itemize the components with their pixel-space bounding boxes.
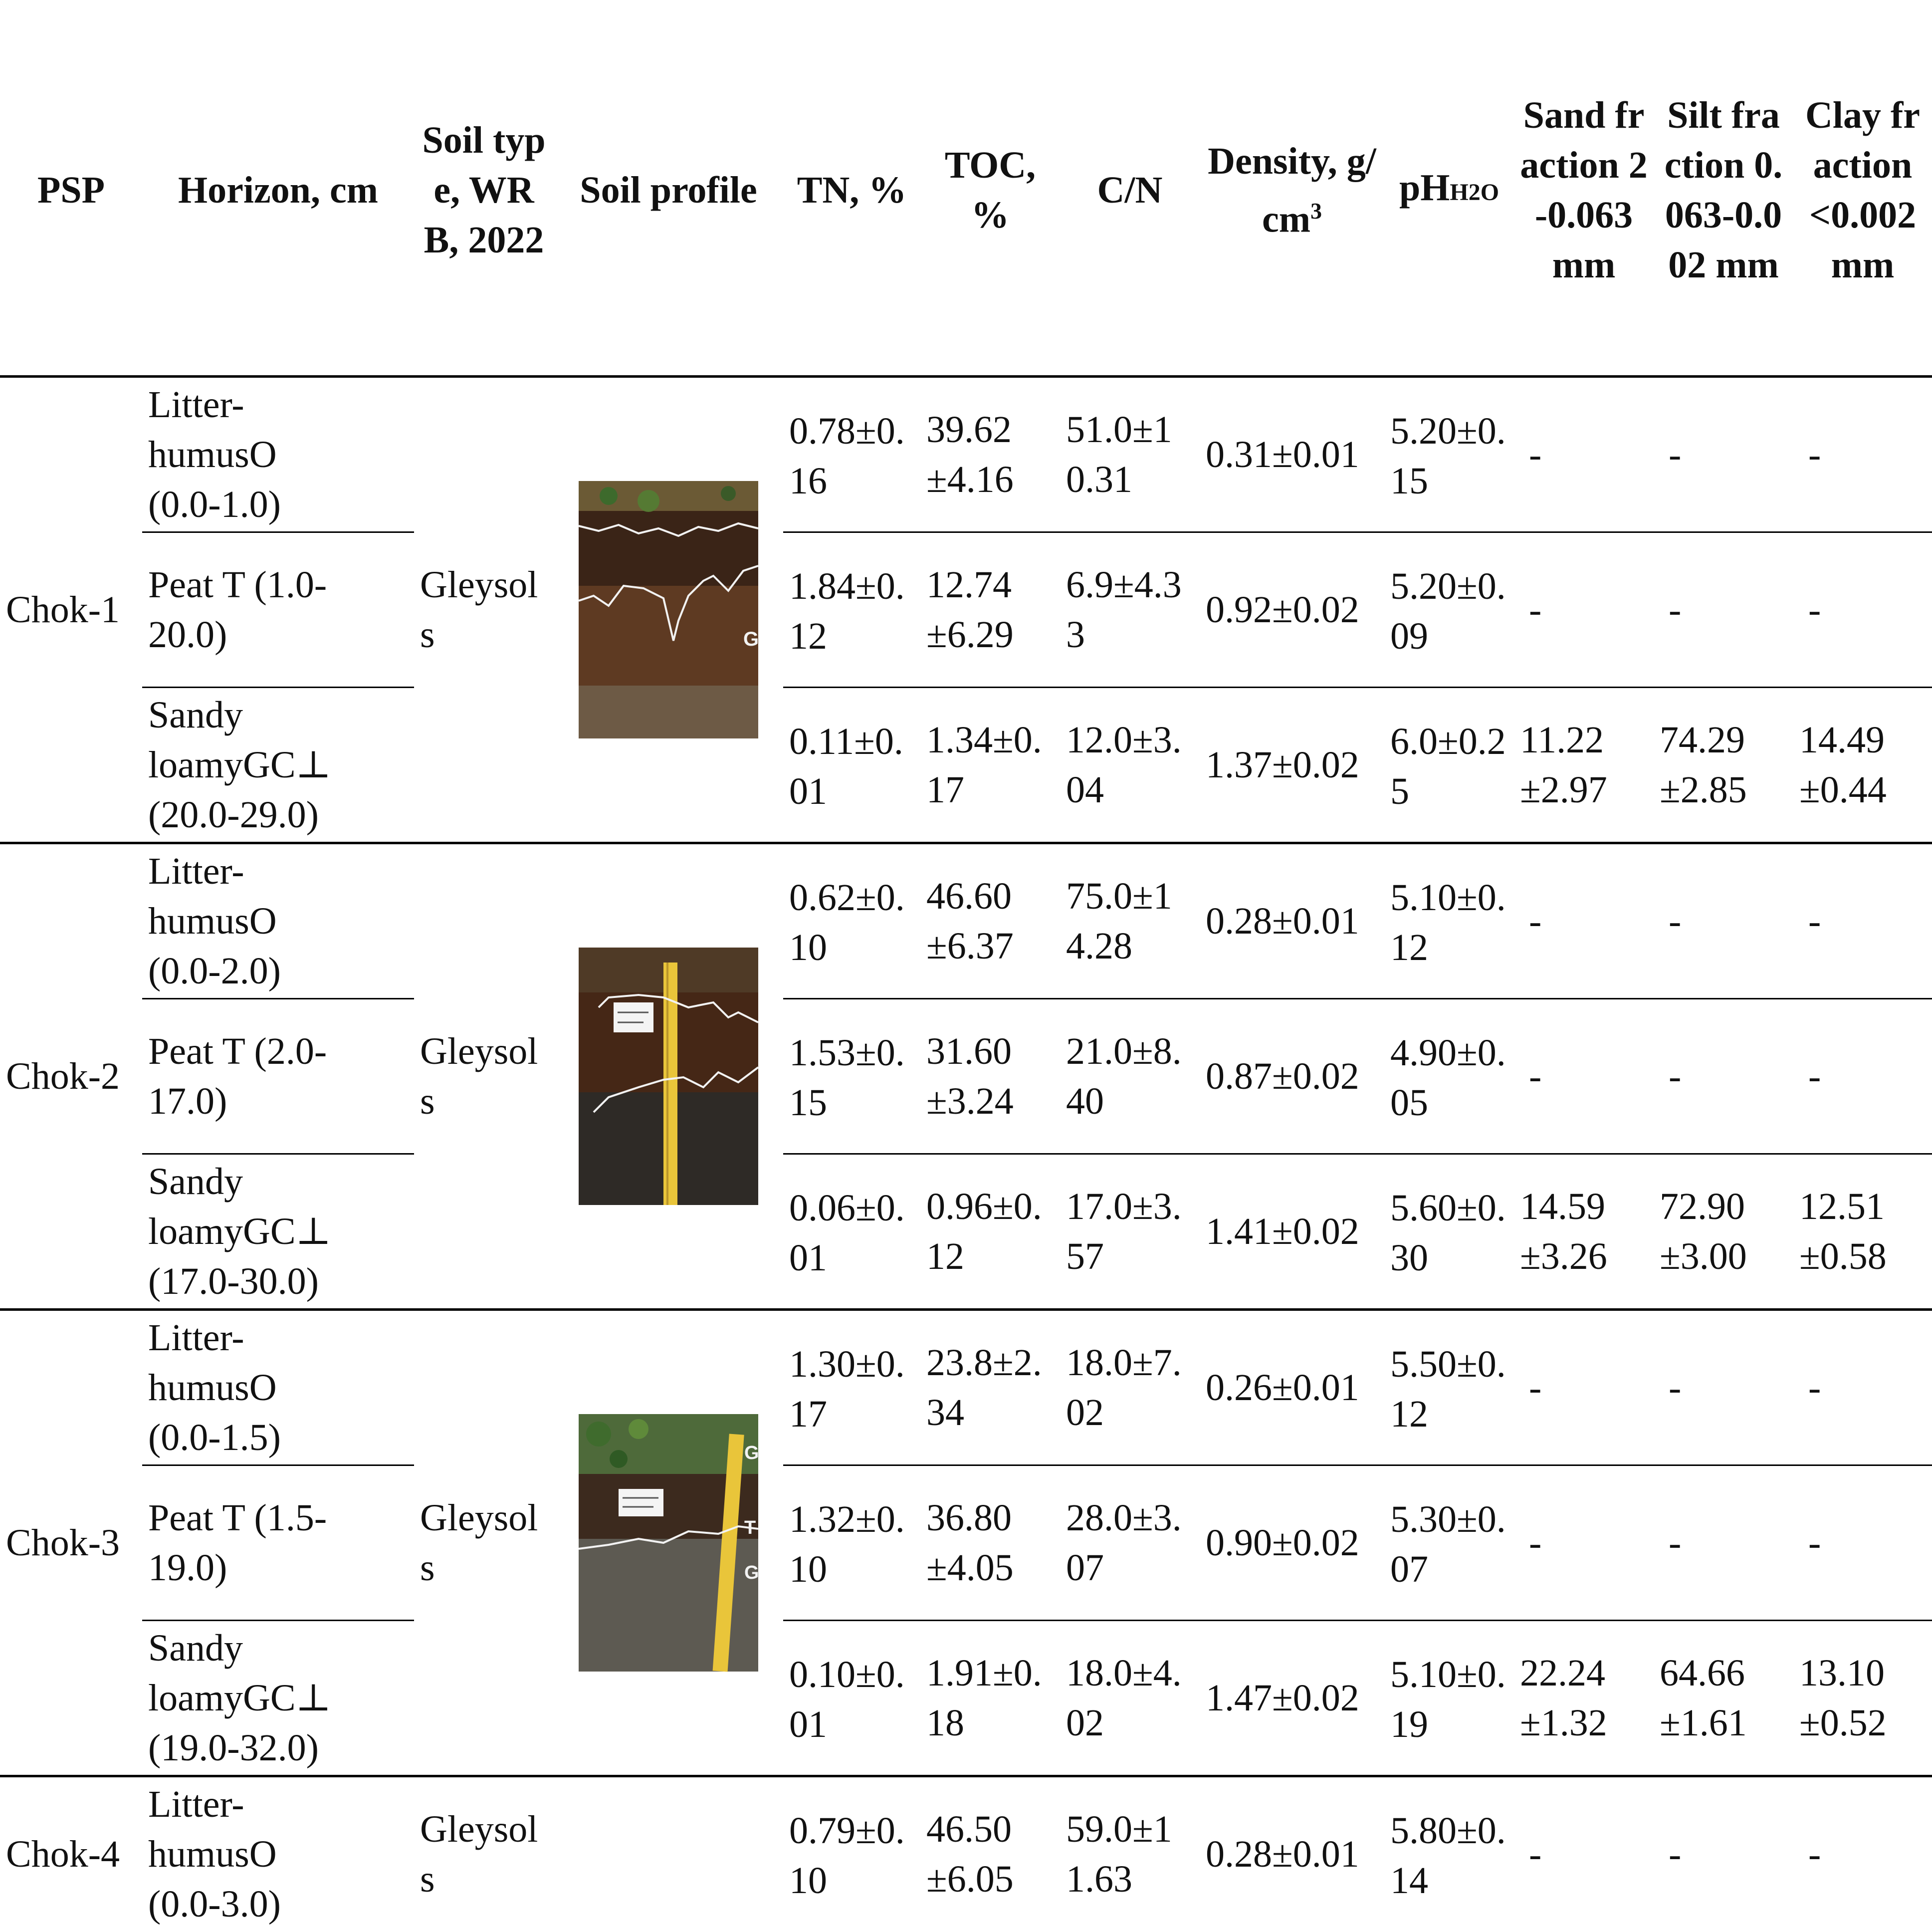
tn-cell: 1.84±0.12 (783, 532, 920, 688)
header-sand: Sand fraction 2-0.063 mm (1514, 0, 1654, 377)
horizon-symbol: O (249, 1833, 277, 1875)
horizon-line: Litter- (148, 1779, 408, 1829)
clay-cell: 14.49±0.44 (1793, 688, 1932, 843)
silt-cell: 74.29±2.85 (1654, 688, 1793, 843)
cn-cell: 21.0±8.40 (1060, 999, 1200, 1154)
cn-cell: 6.9±4.33 (1060, 532, 1200, 688)
horizon-cell (142, 1310, 414, 1465)
cn-cell: 18.0±4.02 (1060, 1621, 1200, 1776)
header-ph (1384, 0, 1514, 377)
photo-horizon-label: G (744, 1443, 759, 1463)
horizon-word: humus (148, 1367, 249, 1409)
table-row (0, 1621, 1932, 1776)
photo-horizon-label: T (744, 1517, 756, 1538)
horizon-cell (142, 999, 414, 1154)
horizon-line: Litter- (148, 380, 408, 430)
soil-profile-photo (579, 948, 758, 1205)
ph-cell: 5.20±0.15 (1384, 377, 1514, 532)
horizon-symbol: GC⊥ (243, 1677, 331, 1719)
clay-cell: 13.10±0.52 (1793, 1621, 1932, 1776)
table-row (0, 532, 1932, 688)
table-row (0, 377, 1932, 532)
ph-cell: 5.10±0.12 (1384, 843, 1514, 999)
header-ph-sub: H2O (1450, 179, 1499, 206)
soil-type-cell: Gleysols (414, 843, 554, 1310)
header-psp: PSP (0, 0, 142, 377)
horizon-line: Litter- (148, 1313, 408, 1363)
horizon-cell (142, 532, 414, 688)
psp-cell: Chok-3 (0, 1310, 142, 1776)
density-cell: 1.37±0.02 (1200, 688, 1384, 843)
cn-cell: 12.0±3.04 (1060, 688, 1200, 843)
silt-cell: - (1654, 1310, 1793, 1465)
ph-cell: 6.0±0.25 (1384, 688, 1514, 843)
horizon-symbol: GC⊥ (243, 1210, 331, 1252)
clay-cell: - (1793, 1465, 1932, 1621)
cn-cell: 18.0±7.02 (1060, 1310, 1200, 1465)
table-row (0, 688, 1932, 843)
header-density-sup: 3 (1310, 198, 1322, 224)
header-silt: Silt fraction 0.063-0.002 mm (1654, 0, 1793, 377)
horizon-line: 19.0) (148, 1543, 408, 1593)
horizon-line: Sandy (148, 690, 408, 740)
silt-cell: 72.90±3.00 (1654, 1154, 1793, 1310)
sand-cell: 22.24±1.32 (1514, 1621, 1654, 1776)
cn-cell: 17.0±3.57 (1060, 1154, 1200, 1310)
horizon-line: Peat T (1.5- (148, 1493, 408, 1543)
horizon-cell (142, 843, 414, 999)
header-soil-type: Soil type, WRB, 2022 (414, 0, 554, 377)
soil-profile-cell (554, 1776, 783, 1931)
clay-cell: - (1793, 843, 1932, 999)
horizon-line: (17.0-30.0) (148, 1256, 408, 1306)
horizon-line (148, 740, 408, 790)
header-clay: Clay fraction <0.002 mm (1793, 0, 1932, 377)
table-row (0, 1776, 1932, 1931)
clay-cell: - (1793, 999, 1932, 1154)
toc-cell: 46.60±6.37 (920, 843, 1060, 999)
horizon-line: 17.0) (148, 1076, 408, 1126)
density-cell: 0.31±0.01 (1200, 377, 1384, 532)
horizon-line: (0.0-3.0) (148, 1879, 408, 1929)
horizon-cell (142, 377, 414, 532)
horizon-line: Peat T (1.0- (148, 560, 408, 610)
header-toc: TOC, % (920, 0, 1060, 377)
sand-cell: - (1514, 843, 1654, 999)
clay-cell: 12.51±0.58 (1793, 1154, 1932, 1310)
horizon-line: Sandy (148, 1157, 408, 1207)
header-row (0, 0, 1932, 377)
horizon-line: Peat T (2.0- (148, 1026, 408, 1076)
soil-type-cell: Gleysols (414, 1776, 554, 1931)
toc-cell: 12.74±6.29 (920, 532, 1060, 688)
horizon-symbol: O (249, 434, 277, 476)
toc-cell: 23.8±2.34 (920, 1310, 1060, 1465)
horizon-line (148, 1673, 408, 1723)
ph-cell: 5.30±0.07 (1384, 1465, 1514, 1621)
silt-cell: 64.66±1.61 (1654, 1621, 1793, 1776)
ph-cell: 4.90±0.05 (1384, 999, 1514, 1154)
tn-cell: 0.78±0.16 (783, 377, 920, 532)
table-row (0, 843, 1932, 999)
horizon-word: loamy (148, 744, 243, 786)
horizon-line (148, 430, 408, 480)
horizon-cell (142, 1621, 414, 1776)
soil-profile-cell (554, 843, 783, 1310)
horizon-word: humus (148, 434, 249, 476)
ph-cell: 5.20±0.09 (1384, 532, 1514, 688)
density-cell: 0.92±0.02 (1200, 532, 1384, 688)
horizon-symbol: O (249, 900, 277, 942)
silt-cell: - (1654, 532, 1793, 688)
toc-cell: 46.50±6.05 (920, 1776, 1060, 1931)
horizon-line (148, 896, 408, 946)
horizon-line: (0.0-1.5) (148, 1413, 408, 1462)
horizon-line (148, 1363, 408, 1413)
psp-cell: Chok-1 (0, 377, 142, 843)
tn-cell: 0.11±0.01 (783, 688, 920, 843)
horizon-line: Litter- (148, 846, 408, 896)
horizon-word: loamy (148, 1677, 243, 1719)
table-row (0, 1154, 1932, 1310)
table-row (0, 999, 1932, 1154)
header-cn: C/N (1060, 0, 1200, 377)
density-cell: 0.26±0.01 (1200, 1310, 1384, 1465)
psp-cell: Chok-2 (0, 843, 142, 1310)
cn-cell: 28.0±3.07 (1060, 1465, 1200, 1621)
density-cell: 1.41±0.02 (1200, 1154, 1384, 1310)
soil-type-cell: Gleysols (414, 1310, 554, 1776)
tn-cell: 0.06±0.01 (783, 1154, 920, 1310)
horizon-line: (0.0-1.0) (148, 480, 408, 529)
soil-profile-cell (554, 1310, 783, 1776)
horizon-line (148, 1829, 408, 1879)
clay-cell: - (1793, 1776, 1932, 1931)
photo-horizon-label: G (743, 628, 759, 650)
silt-cell: - (1654, 1776, 1793, 1931)
sand-cell: - (1514, 377, 1654, 532)
density-cell: 0.28±0.01 (1200, 1776, 1384, 1931)
horizon-line: (19.0-32.0) (148, 1723, 408, 1773)
cn-cell: 51.0±10.31 (1060, 377, 1200, 532)
ph-cell: 5.60±0.30 (1384, 1154, 1514, 1310)
photo-horizon-label: G (744, 1562, 759, 1583)
sand-cell: 11.22±2.97 (1514, 688, 1654, 843)
horizon-word: humus (148, 1833, 249, 1875)
table-row (0, 1465, 1932, 1621)
toc-cell: 39.62±4.16 (920, 377, 1060, 532)
horizon-cell (142, 1154, 414, 1310)
horizon-cell (142, 1776, 414, 1931)
cn-cell: 59.0±11.63 (1060, 1776, 1200, 1931)
soil-profile-cell (554, 377, 783, 843)
header-soil-profile: Soil profile (554, 0, 783, 377)
cn-cell: 75.0±14.28 (1060, 843, 1200, 999)
ph-cell: 5.10±0.19 (1384, 1621, 1514, 1776)
tn-cell: 1.53±0.15 (783, 999, 920, 1154)
toc-cell: 31.60±3.24 (920, 999, 1060, 1154)
sand-cell: - (1514, 1776, 1654, 1931)
horizon-cell (142, 1465, 414, 1621)
sand-cell: - (1514, 999, 1654, 1154)
sand-cell: - (1514, 1465, 1654, 1621)
header-tn: TN, % (783, 0, 920, 377)
header-density (1200, 0, 1384, 377)
header-ph-main: pH (1399, 167, 1450, 209)
soil-type-cell: Gleysols (414, 377, 554, 843)
density-cell: 0.28±0.01 (1200, 843, 1384, 999)
table-row (0, 1310, 1932, 1465)
sand-cell: 14.59±3.26 (1514, 1154, 1654, 1310)
silt-cell: - (1654, 1465, 1793, 1621)
header-horizon: Horizon, cm (142, 0, 414, 377)
toc-cell: 1.91±0.18 (920, 1621, 1060, 1776)
ph-cell: 5.80±0.14 (1384, 1776, 1514, 1931)
tn-cell: 0.79±0.10 (783, 1776, 920, 1931)
soil-profile-photo (579, 481, 758, 738)
density-cell: 1.47±0.02 (1200, 1621, 1384, 1776)
silt-cell: - (1654, 843, 1793, 999)
sand-cell: - (1514, 532, 1654, 688)
toc-cell: 0.96±0.12 (920, 1154, 1060, 1310)
horizon-symbol: GC⊥ (243, 744, 331, 786)
horizon-cell (142, 688, 414, 843)
clay-cell: - (1793, 532, 1932, 688)
horizon-line: Sandy (148, 1623, 408, 1673)
clay-cell: - (1793, 1310, 1932, 1465)
horizon-line (148, 1207, 408, 1256)
horizon-line: (0.0-2.0) (148, 946, 408, 996)
toc-cell: 1.34±0.17 (920, 688, 1060, 843)
sand-cell: - (1514, 1310, 1654, 1465)
horizon-symbol: O (249, 1367, 277, 1409)
tn-cell: 1.32±0.10 (783, 1465, 920, 1621)
ph-cell: 5.50±0.12 (1384, 1310, 1514, 1465)
horizon-line: 20.0) (148, 610, 408, 660)
toc-cell: 36.80±4.05 (920, 1465, 1060, 1621)
silt-cell: - (1654, 999, 1793, 1154)
header-density-main: Density, g/cm (1208, 140, 1376, 240)
tn-cell: 1.30±0.17 (783, 1310, 920, 1465)
soil-profile-photo (579, 1414, 758, 1672)
clay-cell: - (1793, 377, 1932, 532)
density-cell: 0.87±0.02 (1200, 999, 1384, 1154)
silt-cell: - (1654, 377, 1793, 532)
psp-cell: Chok-4 (0, 1776, 142, 1931)
tn-cell: 0.10±0.01 (783, 1621, 920, 1776)
horizon-word: humus (148, 900, 249, 942)
horizon-line: (20.0-29.0) (148, 790, 408, 840)
density-cell: 0.90±0.02 (1200, 1465, 1384, 1621)
horizon-word: loamy (148, 1210, 243, 1252)
tn-cell: 0.62±0.10 (783, 843, 920, 999)
